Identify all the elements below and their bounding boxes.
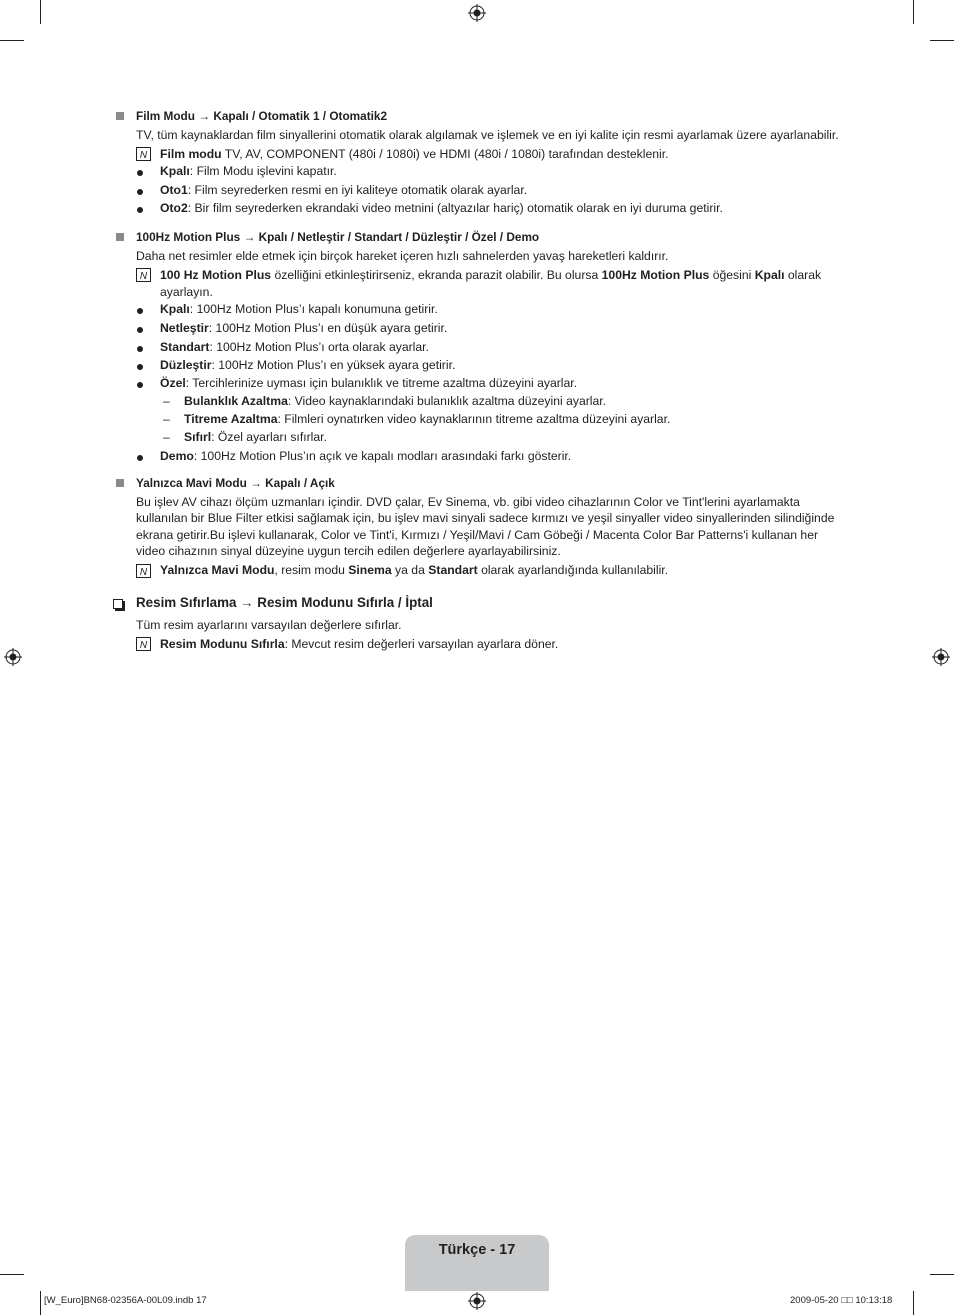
sub-list-item: Titreme Azaltma: Filmleri oynatırken video kaynaklarının titreme azaltma düzeyini ayarlar. [184,412,671,426]
picture-reset-note: Resim Modunu Sıfırla: Mevcut resim değerleri varsayılan ayarlara döner. [160,637,559,651]
motion-plus-note: 100 Hz Motion Plus özelliğini etkinleştirirseniz, ekranda parazit olabilir. Bu olursa 100Hz Motion Plus öğesini Kpalı olarak ayarlayın. [160,268,822,299]
registration-mark-icon [4,648,22,666]
print-slug-right: 2009-05-20 □□ 10:13:18 [790,1295,893,1306]
blue-mode-description: Bu işlev AV cihazı ölçüm uzmanları içindir. DVD çalar, Ev Sinema, vb. gibi video cihazlarının Color ve Tint'lerini ayarlamakta kullanılan bir Blue Filter etkisi sağlamak için, bu işlev mavi sinyali sadece kırmızı ve yeşil sinyaller video sinyallerinden silindiğinde ekrana getirir.Bu işlevi kullanarak, Color ve Tint'i, Kırmızı / Yeşil/Mavi / Cam Göbeği / Macenta Color Bar Patterns'i kullanan her video cihazının sinyal düzeyine uygun tercih edilen değerlere ayarlayabilirsiniz. [136,495,835,559]
note-icon [136,268,151,282]
list-item: Netleştir: 100Hz Motion Plus’ı en düşük ayara getirir. [160,321,448,335]
list-item: Özel: Tercihlerinize uyması için bulanıklık ve titreme azaltma düzeyini ayarlar. [160,376,578,390]
list-item: Kpalı: 100Hz Motion Plus’ı kapalı konumuna getirir. [160,302,438,316]
film-mode-note [160,146,840,163]
crop-mark [0,1274,24,1275]
picture-reset-description: Tüm resim ayarlarını varsayılan değerlere sıfırlar. [136,618,402,632]
section-square-marker [116,112,124,120]
registration-mark-icon [932,648,950,666]
list-item: Standart: 100Hz Motion Plus’ı orta olarak ayarlar. [160,340,429,354]
dash-marker: – [163,430,170,444]
dash-marker: – [163,412,170,426]
list-item: Oto1: Film seyrederken resmi en iyi kaliteye otomatik olarak ayarlar. [160,183,528,197]
print-slug-left: [W_Euro]BN68-02356A-00L09.indb 17 [44,1295,207,1306]
list-item: Düzleştir: 100Hz Motion Plus’ı en yüksek ayara getirir. [160,358,456,372]
bullet-dot [137,170,143,176]
crop-mark [930,40,954,41]
bullet-dot [137,207,143,213]
crop-mark [40,1291,41,1315]
note-text-rest: TV, AV, COMPONENT (480i / 1080i) ve HDMI (480i / 1080i) tarafından desteklenir. [221,147,669,161]
svg-text:N: N [139,271,148,282]
film-mode-title: Film Modu → Kapalı / Otomatik 1 / Otomatik2 [136,109,388,123]
note-bold: Film modu [160,147,222,161]
crop-mark [913,0,914,24]
bullet-dot [137,308,143,314]
checkbox-square-icon [113,599,123,609]
registration-mark-icon [468,1292,486,1310]
bullet-dot [137,382,143,388]
note-icon [136,147,151,161]
crop-mark [40,0,41,24]
svg-text:N: N [139,640,148,651]
dash-marker: – [163,394,170,408]
motion-plus-description: Daha net resimler elde etmek için birçok hareket içeren hızlı sahnelerden yavaş hareketleri kaldırır. [136,249,669,263]
bullet-dot [137,364,143,370]
blue-mode-title: Yalnızca Mavi Modu → Kapalı / Açık [136,476,335,490]
list-item: Oto2: Bir film seyrederken ekrandaki video metnini (altyazılar hariç) otomatik olarak en iyi duruma getirir. [160,201,723,215]
sub-list-item: Sıfırl: Özel ayarları sıfırlar. [184,430,327,444]
bullet-dot [137,346,143,352]
note-icon [136,564,151,578]
film-mode-description: TV, tüm kaynaklardan film sinyallerini otomatik olarak algılamak ve işlemek ve en iyi kalite için resmi ayarlamak üzere ayarlanabilir. [136,128,839,142]
motion-plus-title: 100Hz Motion Plus → Kpalı / Netleştir / Standart / Düzleştir / Özel / Demo [136,230,540,244]
blue-mode-note: Yalnızca Mavi Modu, resim modu Sinema ya da Standart olarak ayarlandığında kullanılabilir. [160,563,669,577]
section-square-marker [116,479,124,487]
note-icon [136,637,151,651]
list-item: Demo: 100Hz Motion Plus’ın açık ve kapalı modları arasındaki farkı gösterir. [160,449,572,463]
bullet-dot [137,189,143,195]
sub-list-item: Bulanklık Azaltma: Video kaynaklarındaki bulanıklık azaltma düzeyini ayarlar. [184,394,607,408]
registration-mark-icon [468,4,486,22]
crop-mark [913,1291,914,1315]
crop-mark [0,40,24,41]
picture-reset-heading: Resim Sıfırlama → Resim Modunu Sıfırla / İptal [136,595,433,610]
bullet-dot [137,327,143,333]
crop-mark [930,1274,954,1275]
page-number-label: Türkçe - 17 [438,1242,516,1258]
list-item: Kpalı: Film Modu işlevini kapatır. [160,164,337,178]
svg-text:N: N [139,567,148,578]
bullet-dot [137,455,143,461]
section-square-marker [116,233,124,241]
svg-text:N: N [139,150,148,161]
